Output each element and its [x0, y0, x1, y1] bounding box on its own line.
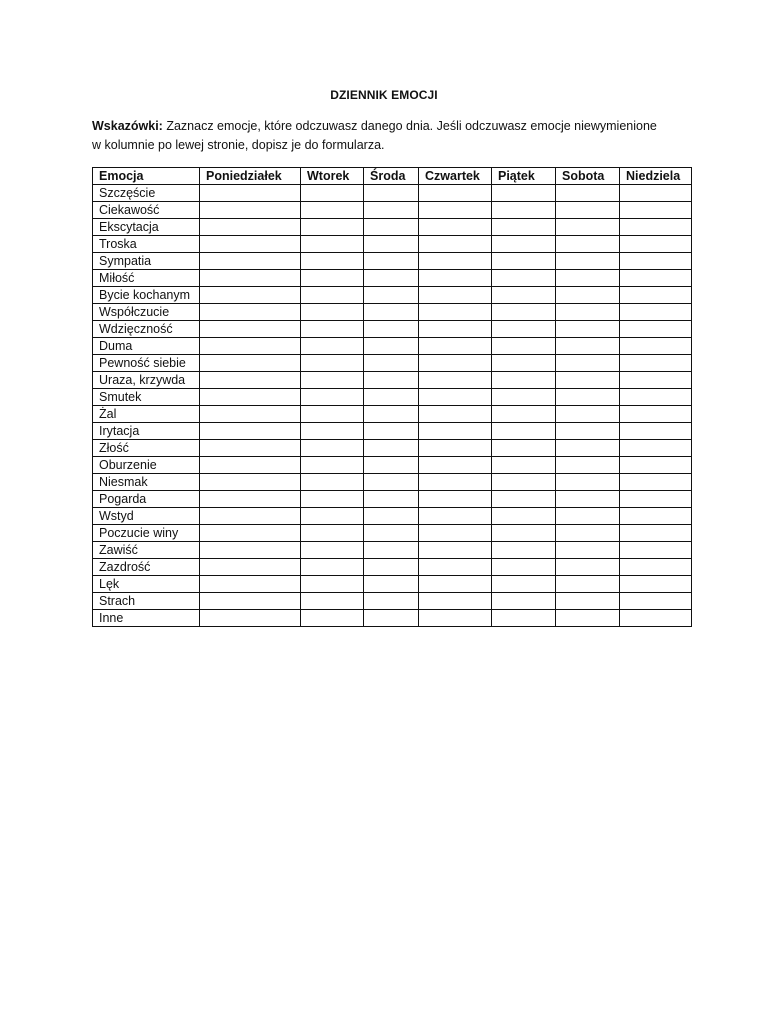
checkbox-cell-sunday[interactable]: [620, 559, 692, 576]
checkbox-cell-thursday[interactable]: [419, 525, 492, 542]
checkbox-cell-thursday[interactable]: [419, 253, 492, 270]
checkbox-cell-tuesday[interactable]: [301, 321, 364, 338]
checkbox-cell-thursday[interactable]: [419, 389, 492, 406]
checkbox-cell-wednesday[interactable]: [364, 559, 419, 576]
emotion-label: Sympatia: [93, 253, 200, 270]
emotion-label: Żal: [93, 406, 200, 423]
emotion-label: Pewność siebie: [93, 355, 200, 372]
checkbox-cell-thursday[interactable]: [419, 457, 492, 474]
checkbox-cell-tuesday[interactable]: [301, 423, 364, 440]
table-row: [93, 270, 692, 287]
checkbox-cell-wednesday[interactable]: [364, 389, 419, 406]
table-row: [93, 525, 692, 542]
checkbox-cell-thursday[interactable]: [419, 219, 492, 236]
checkbox-cell-tuesday[interactable]: [301, 576, 364, 593]
checkbox-cell-thursday[interactable]: [419, 406, 492, 423]
checkbox-cell-wednesday[interactable]: [364, 219, 419, 236]
emotion-label: Smutek: [93, 389, 200, 406]
checkbox-cell-sunday[interactable]: [620, 185, 692, 202]
checkbox-cell-saturday[interactable]: [556, 576, 620, 593]
checkbox-cell-monday[interactable]: [200, 508, 301, 525]
checkbox-cell-monday[interactable]: [200, 219, 301, 236]
checkbox-cell-tuesday[interactable]: [301, 253, 364, 270]
checkbox-cell-sunday[interactable]: [620, 287, 692, 304]
checkbox-cell-monday[interactable]: [200, 304, 301, 321]
checkbox-cell-sunday[interactable]: [620, 440, 692, 457]
checkbox-cell-monday[interactable]: [200, 406, 301, 423]
checkbox-cell-thursday[interactable]: [419, 236, 492, 253]
table-row: [93, 372, 692, 389]
table-row: [93, 338, 692, 355]
checkbox-cell-sunday[interactable]: [620, 372, 692, 389]
checkbox-cell-sunday[interactable]: [620, 236, 692, 253]
checkbox-cell-saturday[interactable]: [556, 372, 620, 389]
checkbox-cell-friday[interactable]: [492, 474, 556, 491]
checkbox-cell-wednesday[interactable]: [364, 253, 419, 270]
checkbox-cell-monday[interactable]: [200, 185, 301, 202]
checkbox-cell-tuesday[interactable]: [301, 202, 364, 219]
checkbox-cell-saturday[interactable]: [556, 457, 620, 474]
checkbox-cell-sunday[interactable]: [620, 355, 692, 372]
checkbox-cell-saturday[interactable]: [556, 287, 620, 304]
checkbox-cell-sunday[interactable]: [620, 423, 692, 440]
checkbox-cell-wednesday[interactable]: [364, 474, 419, 491]
table-row: [93, 321, 692, 338]
checkbox-cell-monday[interactable]: [200, 287, 301, 304]
checkbox-cell-sunday[interactable]: [620, 542, 692, 559]
checkbox-cell-thursday[interactable]: [419, 593, 492, 610]
checkbox-cell-saturday[interactable]: [556, 389, 620, 406]
checkbox-cell-saturday[interactable]: [556, 185, 620, 202]
emotion-label: Ciekawość: [93, 202, 200, 219]
checkbox-cell-thursday[interactable]: [419, 576, 492, 593]
checkbox-cell-friday[interactable]: [492, 559, 556, 576]
checkbox-cell-monday[interactable]: [200, 372, 301, 389]
emotion-label: Ekscytacja: [93, 219, 200, 236]
checkbox-cell-wednesday[interactable]: [364, 202, 419, 219]
checkbox-cell-friday[interactable]: [492, 389, 556, 406]
checkbox-cell-monday[interactable]: [200, 559, 301, 576]
checkbox-cell-monday[interactable]: [200, 440, 301, 457]
checkbox-cell-monday[interactable]: [200, 457, 301, 474]
table-row: [93, 423, 692, 440]
checkbox-cell-saturday[interactable]: [556, 338, 620, 355]
checkbox-cell-tuesday[interactable]: [301, 542, 364, 559]
checkbox-cell-wednesday[interactable]: [364, 406, 419, 423]
table-row: [93, 559, 692, 576]
checkbox-cell-tuesday[interactable]: [301, 372, 364, 389]
checkbox-cell-sunday[interactable]: [620, 508, 692, 525]
checkbox-cell-saturday[interactable]: [556, 508, 620, 525]
checkbox-cell-tuesday[interactable]: [301, 406, 364, 423]
checkbox-cell-wednesday[interactable]: [364, 355, 419, 372]
checkbox-cell-wednesday[interactable]: [364, 593, 419, 610]
checkbox-cell-tuesday[interactable]: [301, 610, 364, 627]
checkbox-cell-monday[interactable]: [200, 355, 301, 372]
checkbox-cell-saturday[interactable]: [556, 610, 620, 627]
checkbox-cell-saturday[interactable]: [556, 236, 620, 253]
checkbox-cell-sunday[interactable]: [620, 253, 692, 270]
instructions-lead: Wskazówki:: [92, 119, 163, 133]
checkbox-cell-thursday[interactable]: [419, 270, 492, 287]
checkbox-cell-friday[interactable]: [492, 423, 556, 440]
checkbox-cell-tuesday[interactable]: [301, 304, 364, 321]
table-row: [93, 508, 692, 525]
checkbox-cell-wednesday[interactable]: [364, 321, 419, 338]
checkbox-cell-friday[interactable]: [492, 304, 556, 321]
checkbox-cell-friday[interactable]: [492, 355, 556, 372]
checkbox-cell-wednesday[interactable]: [364, 372, 419, 389]
checkbox-cell-saturday[interactable]: [556, 491, 620, 508]
checkbox-cell-saturday[interactable]: [556, 525, 620, 542]
emotion-label: Irytacja: [93, 423, 200, 440]
checkbox-cell-thursday[interactable]: [419, 474, 492, 491]
checkbox-cell-sunday[interactable]: [620, 474, 692, 491]
checkbox-cell-wednesday[interactable]: [364, 525, 419, 542]
column-header-emotion: Emocja: [93, 168, 200, 185]
checkbox-cell-tuesday[interactable]: [301, 474, 364, 491]
instructions-text-line1: Zaznacz emocje, które odczuwasz danego dnia. Jeśli odczuwasz emocje niewymienione: [162, 119, 657, 133]
table-row: [93, 593, 692, 610]
checkbox-cell-wednesday[interactable]: [364, 423, 419, 440]
checkbox-cell-sunday[interactable]: [620, 270, 692, 287]
checkbox-cell-saturday[interactable]: [556, 542, 620, 559]
checkbox-cell-friday[interactable]: [492, 372, 556, 389]
table-row: [93, 610, 692, 627]
checkbox-cell-tuesday[interactable]: [301, 491, 364, 508]
checkbox-cell-friday[interactable]: [492, 457, 556, 474]
checkbox-cell-sunday[interactable]: [620, 576, 692, 593]
checkbox-cell-sunday[interactable]: [620, 457, 692, 474]
checkbox-cell-wednesday[interactable]: [364, 270, 419, 287]
emotion-label: Wstyd: [93, 508, 200, 525]
checkbox-cell-friday[interactable]: [492, 253, 556, 270]
checkbox-cell-thursday[interactable]: [419, 355, 492, 372]
checkbox-cell-saturday[interactable]: [556, 593, 620, 610]
checkbox-cell-tuesday[interactable]: [301, 457, 364, 474]
checkbox-cell-sunday[interactable]: [620, 406, 692, 423]
checkbox-cell-wednesday[interactable]: [364, 304, 419, 321]
checkbox-cell-friday[interactable]: [492, 287, 556, 304]
checkbox-cell-saturday[interactable]: [556, 202, 620, 219]
checkbox-cell-tuesday[interactable]: [301, 219, 364, 236]
checkbox-cell-saturday[interactable]: [556, 219, 620, 236]
checkbox-cell-monday[interactable]: [200, 610, 301, 627]
checkbox-cell-friday[interactable]: [492, 610, 556, 627]
checkbox-cell-monday[interactable]: [200, 423, 301, 440]
checkbox-cell-sunday[interactable]: [620, 593, 692, 610]
checkbox-cell-thursday[interactable]: [419, 287, 492, 304]
instructions-text-line2: w kolumnie po lewej stronie, dopisz je do formularza.: [92, 138, 385, 152]
emotion-label: Poczucie winy: [93, 525, 200, 542]
checkbox-cell-thursday[interactable]: [419, 321, 492, 338]
checkbox-cell-sunday[interactable]: [620, 304, 692, 321]
checkbox-cell-friday[interactable]: [492, 338, 556, 355]
column-header-wednesday: Środa: [364, 168, 419, 185]
emotion-label: Troska: [93, 236, 200, 253]
table-row: [93, 287, 692, 304]
checkbox-cell-thursday[interactable]: [419, 508, 492, 525]
emotion-label: Szczęście: [93, 185, 200, 202]
emotion-label: Strach: [93, 593, 200, 610]
table-body: [93, 185, 692, 627]
table-row: [93, 202, 692, 219]
table-row: [93, 474, 692, 491]
checkbox-cell-wednesday[interactable]: [364, 491, 419, 508]
column-header-monday: Poniedziałek: [200, 168, 301, 185]
checkbox-cell-monday[interactable]: [200, 236, 301, 253]
checkbox-cell-thursday[interactable]: [419, 542, 492, 559]
checkbox-cell-saturday[interactable]: [556, 474, 620, 491]
emotion-label: Pogarda: [93, 491, 200, 508]
emotion-label: Złość: [93, 440, 200, 457]
checkbox-cell-monday[interactable]: [200, 270, 301, 287]
checkbox-cell-monday[interactable]: [200, 576, 301, 593]
checkbox-cell-thursday[interactable]: [419, 491, 492, 508]
checkbox-cell-wednesday[interactable]: [364, 338, 419, 355]
checkbox-cell-friday[interactable]: [492, 219, 556, 236]
emotion-log-table: [92, 167, 692, 627]
table-row: [93, 219, 692, 236]
checkbox-cell-sunday[interactable]: [620, 321, 692, 338]
table-row: [93, 304, 692, 321]
checkbox-cell-monday[interactable]: [200, 542, 301, 559]
checkbox-cell-thursday[interactable]: [419, 202, 492, 219]
emotion-label: Uraza, krzywda: [93, 372, 200, 389]
checkbox-cell-monday[interactable]: [200, 389, 301, 406]
checkbox-cell-tuesday[interactable]: [301, 270, 364, 287]
checkbox-cell-thursday[interactable]: [419, 338, 492, 355]
checkbox-cell-monday[interactable]: [200, 593, 301, 610]
checkbox-cell-tuesday[interactable]: [301, 508, 364, 525]
checkbox-cell-friday[interactable]: [492, 593, 556, 610]
checkbox-cell-thursday[interactable]: [419, 304, 492, 321]
page-title: DZIENNIK EMOCJI: [330, 88, 438, 102]
emotion-label: Duma: [93, 338, 200, 355]
checkbox-cell-tuesday[interactable]: [301, 593, 364, 610]
checkbox-cell-sunday[interactable]: [620, 202, 692, 219]
column-header-thursday: Czwartek: [419, 168, 492, 185]
checkbox-cell-sunday[interactable]: [620, 338, 692, 355]
table-row: [93, 576, 692, 593]
column-header-tuesday: Wtorek: [301, 168, 364, 185]
checkbox-cell-tuesday[interactable]: [301, 440, 364, 457]
checkbox-cell-wednesday[interactable]: [364, 440, 419, 457]
checkbox-cell-sunday[interactable]: [620, 491, 692, 508]
table-row: [93, 406, 692, 423]
checkbox-cell-tuesday[interactable]: [301, 236, 364, 253]
checkbox-cell-tuesday[interactable]: [301, 287, 364, 304]
emotion-label: Inne: [93, 610, 200, 627]
checkbox-cell-monday[interactable]: [200, 525, 301, 542]
checkbox-cell-tuesday[interactable]: [301, 338, 364, 355]
checkbox-cell-tuesday[interactable]: [301, 525, 364, 542]
checkbox-cell-friday[interactable]: [492, 440, 556, 457]
checkbox-cell-friday[interactable]: [492, 508, 556, 525]
checkbox-cell-saturday[interactable]: [556, 304, 620, 321]
table-row: [93, 236, 692, 253]
checkbox-cell-monday[interactable]: [200, 321, 301, 338]
checkbox-cell-thursday[interactable]: [419, 423, 492, 440]
checkbox-cell-wednesday[interactable]: [364, 508, 419, 525]
checkbox-cell-friday[interactable]: [492, 525, 556, 542]
table-row: [93, 491, 692, 508]
checkbox-cell-wednesday[interactable]: [364, 236, 419, 253]
checkbox-cell-saturday[interactable]: [556, 440, 620, 457]
checkbox-cell-thursday[interactable]: [419, 440, 492, 457]
checkbox-cell-sunday[interactable]: [620, 525, 692, 542]
checkbox-cell-tuesday[interactable]: [301, 185, 364, 202]
checkbox-cell-tuesday[interactable]: [301, 559, 364, 576]
checkbox-cell-thursday[interactable]: [419, 185, 492, 202]
checkbox-cell-monday[interactable]: [200, 338, 301, 355]
emotion-label: Lęk: [93, 576, 200, 593]
checkbox-cell-wednesday[interactable]: [364, 610, 419, 627]
checkbox-cell-friday[interactable]: [492, 185, 556, 202]
checkbox-cell-sunday[interactable]: [620, 610, 692, 627]
checkbox-cell-sunday[interactable]: [620, 219, 692, 236]
checkbox-cell-saturday[interactable]: [556, 423, 620, 440]
checkbox-cell-monday[interactable]: [200, 474, 301, 491]
emotion-label: Zazdrość: [93, 559, 200, 576]
checkbox-cell-saturday[interactable]: [556, 355, 620, 372]
table-row: [93, 185, 692, 202]
column-header-sunday: Niedziela: [620, 168, 692, 185]
emotion-label: Miłość: [93, 270, 200, 287]
checkbox-cell-thursday[interactable]: [419, 559, 492, 576]
checkbox-cell-tuesday[interactable]: [301, 355, 364, 372]
column-header-friday: Piątek: [492, 168, 556, 185]
checkbox-cell-thursday[interactable]: [419, 372, 492, 389]
table-row: [93, 355, 692, 372]
checkbox-cell-saturday[interactable]: [556, 253, 620, 270]
checkbox-cell-friday[interactable]: [492, 576, 556, 593]
table-row: [93, 457, 692, 474]
checkbox-cell-friday[interactable]: [492, 491, 556, 508]
checkbox-cell-monday[interactable]: [200, 202, 301, 219]
emotion-label: Niesmak: [93, 474, 200, 491]
table-row: [93, 542, 692, 559]
checkbox-cell-wednesday[interactable]: [364, 576, 419, 593]
checkbox-cell-wednesday[interactable]: [364, 185, 419, 202]
checkbox-cell-friday[interactable]: [492, 202, 556, 219]
column-header-saturday: Sobota: [556, 168, 620, 185]
emotion-label: Współczucie: [93, 304, 200, 321]
table-row: [93, 389, 692, 406]
checkbox-cell-saturday[interactable]: [556, 559, 620, 576]
checkbox-cell-wednesday[interactable]: [364, 457, 419, 474]
checkbox-cell-saturday[interactable]: [556, 321, 620, 338]
checkbox-cell-friday[interactable]: [492, 542, 556, 559]
emotion-label: Zawiść: [93, 542, 200, 559]
emotion-label: Bycie kochanym: [93, 287, 200, 304]
table-header-row: [93, 168, 692, 185]
checkbox-cell-friday[interactable]: [492, 406, 556, 423]
emotion-label: Oburzenie: [93, 457, 200, 474]
checkbox-cell-thursday[interactable]: [419, 610, 492, 627]
checkbox-cell-friday[interactable]: [492, 270, 556, 287]
checkbox-cell-friday[interactable]: [492, 321, 556, 338]
checkbox-cell-sunday[interactable]: [620, 389, 692, 406]
emotion-label: Wdzięczność: [93, 321, 200, 338]
table-row: [93, 440, 692, 457]
checkbox-cell-monday[interactable]: [200, 253, 301, 270]
checkbox-cell-wednesday[interactable]: [364, 542, 419, 559]
checkbox-cell-monday[interactable]: [200, 491, 301, 508]
checkbox-cell-saturday[interactable]: [556, 406, 620, 423]
table-row: [93, 253, 692, 270]
checkbox-cell-tuesday[interactable]: [301, 389, 364, 406]
checkbox-cell-friday[interactable]: [492, 236, 556, 253]
checkbox-cell-wednesday[interactable]: [364, 287, 419, 304]
checkbox-cell-saturday[interactable]: [556, 270, 620, 287]
instructions: [92, 117, 692, 155]
